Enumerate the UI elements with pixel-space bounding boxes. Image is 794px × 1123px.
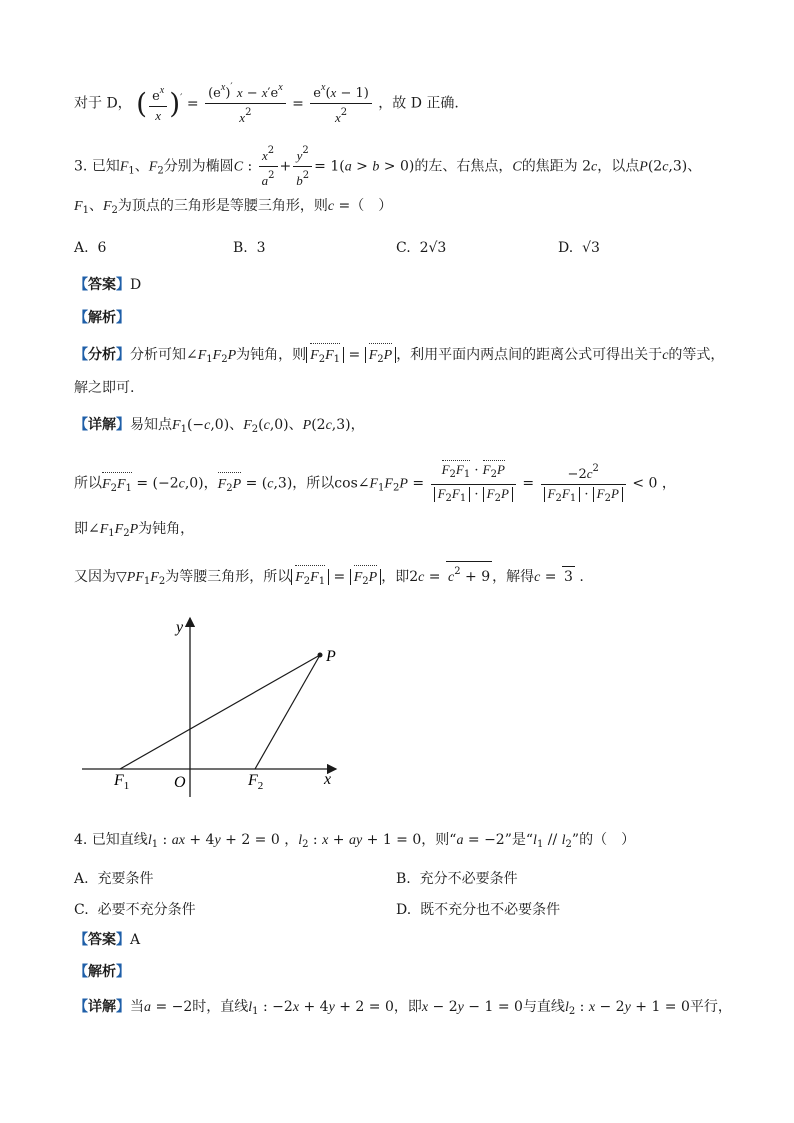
q3-answer-tag: 【答案】 xyxy=(74,277,130,293)
label-f2-sub: 2 xyxy=(257,780,264,792)
q4-stem-line: 4. 已知直线$l_1$ : ax + 4y + 2 = 0 ，$l_2$ : x + ay + 1 = 0，则“a = −2”是“$l_1 // l_2$”的（ ） xyxy=(74,832,636,850)
q3-stem-line-1: 3. 已知$F_1$、$F_2$分别为椭圆C : $\frac{x^2}{a^2}$ + $\frac{y^2}{b^2}$ = 1(a > b > 0)的左、右焦点，C的焦距为 2c，以点P(2c,3)、 xyxy=(74,145,702,188)
q3-conclusion-line: 又因为$▽PF_1F_2$为等腰三角形，所以 $F_2F_1 = F_2P$ ，即$2c = c^2 + 9$ ，解得c = 3 . xyxy=(74,561,584,592)
q4-answer-tag: 【答案】 xyxy=(74,932,130,948)
q4-option-a[interactable]: A. 充要条件 xyxy=(74,871,154,887)
label-f1-sub: 1 xyxy=(123,780,130,792)
q3-answer-line xyxy=(74,275,141,295)
q3-answer: D xyxy=(130,277,142,293)
q3-stem-c: 的左、右焦点， xyxy=(414,158,513,175)
q3-stem-d: 的焦距为 2 xyxy=(521,158,592,175)
label-x: x xyxy=(324,771,332,788)
q3-fenxi-line: 【分析】分析可知$\angle F_1F_2P$为钝角，则 $F_2F_1 = F_2P$ ，利用平面内两点间的距离公式可得出关于c的等式， xyxy=(74,343,724,370)
q3-option-c[interactable]: C. 2√3 xyxy=(396,240,447,256)
q3-fenxi-e: 解之即可. xyxy=(74,380,135,396)
q3-option-a[interactable]: A. 6 xyxy=(74,240,107,256)
q3-stem-g: （ ） xyxy=(350,198,393,214)
label-p: P xyxy=(326,648,336,665)
q3-stem-e: ，以点 xyxy=(597,158,640,175)
q3-number: 3. xyxy=(74,158,88,175)
q3-detail-line: 【详解】易知点$F_1(-c,0)$、$F_2(c,0)$、P(2c,3)， xyxy=(74,417,365,435)
q4-analysis-tag: 【解析】 xyxy=(74,964,130,980)
q3-fenxi-tag: 【分析】 xyxy=(74,347,130,363)
q4-option-c[interactable]: C. 必要不充分条件 xyxy=(74,902,196,918)
q4-detail-line: 【详解】当a = −2时，直线$l_1$ : −2x + 4y + 2 = 0，即x − 2y − 1 = 0与直线$l_2$ : x − 2y + 1 = 0平行， xyxy=(74,999,732,1017)
statement-d-line xyxy=(74,80,459,127)
q3-vector-line: 所以$F_2F_1 = (-2c,0)$，$F_2P = (c,3)$，所以$\cos\angle F_1F_2P$ = $\frac{F_2F_1 \cdot F_2P}{F_2F_1 \cdot F_2P}$ = $\frac{-2c^2}{F_2F_1 \cdot F_2P}$ < 0 ， xyxy=(74,462,676,504)
segment-f1-p xyxy=(120,655,320,769)
q4-answer-line xyxy=(74,930,140,950)
statement-d-prefix: 对于 D， xyxy=(74,95,132,112)
label-f2: F xyxy=(248,772,258,789)
q4-analysis-line xyxy=(74,962,130,982)
q3-detail-tag: 【详解】 xyxy=(74,417,130,433)
q3-stem-f: 为顶点的三角形是等腰三角形，则 xyxy=(117,198,328,214)
q4-option-b[interactable]: B. 充分不必要条件 xyxy=(396,871,518,887)
label-o: O xyxy=(174,774,186,791)
q3-option-b[interactable]: B. 3 xyxy=(233,240,266,256)
svg-text:F1 xyxy=(113,772,129,792)
q3-figure xyxy=(74,612,354,797)
q3-fenxi-line-2 xyxy=(74,378,134,398)
q4-answer: A xyxy=(130,932,141,948)
segment-f2-p xyxy=(255,655,320,769)
q3-obtuse-line: 即$\angle F_1F_2P$为钝角， xyxy=(74,521,195,539)
q3-analysis-line xyxy=(74,308,130,328)
point-p xyxy=(318,653,323,658)
derivative-formula: ( $\frac{e^x}{x}$ )′ = $\frac{(e^x)' x - x'e^x}{x^2}$ = $\frac{e^x(x - 1)}{x^2}$ xyxy=(136,96,378,112)
svg-text:F2 xyxy=(247,772,263,792)
q4-option-d[interactable]: D. 既不充分也不必要条件 xyxy=(396,902,561,918)
q3-stem-line-2: $F_1$、$F_2$为顶点的三角形是等腰三角形，则c =（ ） xyxy=(74,198,393,216)
q3-stem-a: 已知 xyxy=(91,158,120,175)
label-y: y xyxy=(176,619,184,636)
q3-stem-b: 分别为椭圆 xyxy=(163,158,234,175)
q3-option-d[interactable]: D. √3 xyxy=(558,240,600,256)
q4-number: 4. xyxy=(74,832,88,848)
label-f1: F xyxy=(114,772,124,789)
statement-d-suffix: ，故 D 正确. xyxy=(378,95,459,112)
q4-detail-tag: 【详解】 xyxy=(74,999,130,1015)
q3-analysis-tag: 【解析】 xyxy=(74,310,130,326)
